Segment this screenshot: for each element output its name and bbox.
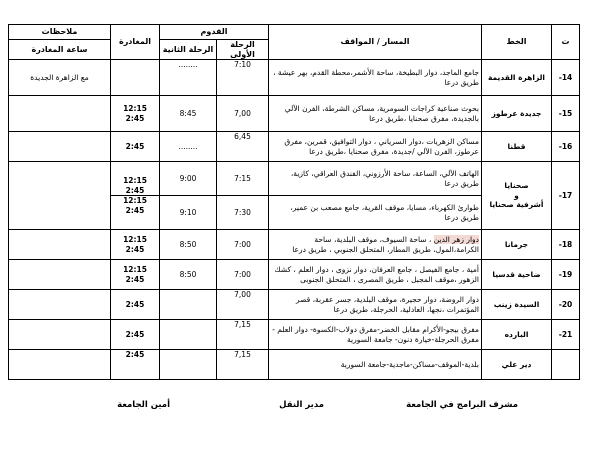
departure-time-d: 2:45 (125, 205, 145, 215)
route-cell: جامع الماجد، دوار البطيخة، ساحة الأشمر،محطة القدم، بهر عيشة ، طريق درعا (269, 60, 482, 96)
route-cell: بلدية-الموقف-مساكن-ماجدية-جامعة السورية (269, 350, 482, 380)
row-num: 17- (552, 162, 580, 230)
trip1-time: 7:00 (217, 260, 269, 290)
row-num: 15- (552, 96, 580, 132)
note-cell (9, 320, 111, 350)
departure-time (111, 96, 160, 132)
route-cell: دوار الروضة، دوار حجيرة، موقف البلدية، جسر عقربة، قصر المؤتمرات ،نجها، العادلية، الحرجلة، طريق درعا (269, 290, 482, 320)
trip2-time (160, 320, 217, 350)
departure-time-c: 12:15 (123, 196, 147, 205)
departure-time-a: 12:15 (123, 104, 147, 113)
departure-time: 2:45 (111, 350, 160, 380)
signature-footer (0, 400, 590, 420)
transport-director-label: مدير النقل (279, 400, 324, 410)
route-cell: مفرق بيجو-الأكرام مقابل الخضر-مفرق دولاب-الكسوة- دوار العلم - مفرق الحرجلة-خيارة دنون- جامعة السورية (269, 320, 482, 350)
note-cell: مع الزاهرة الجديدة (9, 60, 111, 96)
trip2-time: 8:50 (160, 230, 217, 260)
header-departure-time: ساعة المغادرة (9, 40, 111, 60)
route-cell: أمية ، جامع الفيصل ، جامع العرفان، دوار نزوى ، دوار العلم ، كشك الزهور ،موقف المجبل ، طريق المصرى ، المتحلق الجنوبى (269, 260, 482, 290)
route-cell: بحوث صناعية كراجات السومرية، مساكن الشرطة، الفرن الآلي بالجديدة، مفرق صحنايا ،طريق درعا (269, 96, 482, 132)
bus-schedule-table (8, 24, 580, 380)
note-cell (9, 260, 111, 290)
note-cell (9, 230, 111, 260)
trip2-time (160, 290, 217, 320)
departure-time: 2:45 (111, 320, 160, 350)
header-line: الخط (482, 25, 552, 60)
table-row (9, 230, 580, 260)
trip1-time: 6,45 (217, 132, 269, 162)
departure-time (111, 230, 160, 260)
departure-time (111, 60, 160, 96)
line-name: دير علي (482, 350, 552, 380)
header-arrival: القدوم (160, 25, 269, 40)
header-trip2: الرحلة الثانية (160, 40, 217, 60)
row-num (552, 350, 580, 380)
departure-time (111, 196, 160, 230)
line-name: قطنا (482, 132, 552, 162)
table-row (9, 60, 580, 96)
row-num: 16- (552, 132, 580, 162)
line-name: السيدة زينب (482, 290, 552, 320)
route-cell: طوارئ الكهرباء، مسايا، موقف القرية، جامع مصعب بن عمير، طريق درعا (269, 196, 482, 230)
trip1-time: 7,15 (217, 320, 269, 350)
row-num: 14- (552, 60, 580, 96)
departure-time: 2:45 (111, 132, 160, 162)
line-name-a: صحنايا (504, 181, 529, 191)
header-notes: ملاحظات (9, 25, 111, 40)
departure-time-a: 12:15 (123, 176, 147, 185)
row-num: 19- (552, 260, 580, 290)
route-cell (269, 230, 482, 260)
note-cell (9, 132, 111, 162)
line-name-c: أشرفية صحنايا (489, 200, 544, 210)
departure-time (111, 260, 160, 290)
trip2-time: ........ (160, 60, 217, 96)
route-cell: مساكن الزهريات ،دوار السرياني ، دوار التوافيق، قمرين، مفرق عرطوز، الفرن الآلي /جديدة، مفرق صحنايا ،طريق درعا (269, 132, 482, 162)
departure-time-b: 2:45 (125, 274, 145, 284)
table-row (9, 290, 580, 320)
note-cell (9, 290, 111, 320)
line-name (482, 162, 552, 230)
row-num: 21- (552, 320, 580, 350)
header-departure: المغادرة (111, 25, 160, 60)
departure-time-b: 2:45 (125, 244, 145, 254)
row-num: 18- (552, 230, 580, 260)
line-name: البارده (482, 320, 552, 350)
line-name: الزاهرة القديمة (482, 60, 552, 96)
table-row (9, 162, 580, 196)
line-name-b: و (514, 190, 519, 200)
university-secretary-label: أمين الجامعة (117, 400, 170, 410)
line-name: ضاحية قدسيا (482, 260, 552, 290)
trip1-time: 7:00 (217, 230, 269, 260)
route-text: ، ساحة السيوف، موقف البلدية، ساحة الكرامة،المول، طريق المطار، المتحلق الجنوبي ، طريق درعا (292, 235, 479, 254)
trip1-time: 7,00 (217, 96, 269, 132)
table-row (9, 350, 580, 380)
header-num: ت (552, 25, 580, 60)
departure-time-b: 2:45 (125, 113, 145, 123)
trip1-time: 7:30 (217, 196, 269, 230)
table-row (9, 320, 580, 350)
trip1-time: 7,15 (217, 350, 269, 380)
trip1-time: 7:15 (217, 162, 269, 196)
departure-time: 2:45 (111, 290, 160, 320)
table-row (9, 260, 580, 290)
line-name: جرمانا (482, 230, 552, 260)
trip2-time (160, 350, 217, 380)
route-highlight: دوار زهر الدين (433, 235, 479, 244)
departure-time-a: 12:15 (123, 265, 147, 274)
departure-time-b: 2:45 (125, 185, 145, 195)
table-row (9, 96, 580, 132)
trip2-time: 9:10 (160, 196, 217, 230)
trip2-time: 9:00 (160, 162, 217, 196)
note-cell (9, 162, 111, 230)
note-cell (9, 96, 111, 132)
departure-time (111, 162, 160, 196)
programs-supervisor-label: مشرف البرامج في الجامعة (406, 400, 518, 410)
route-cell: الهاتف الآلي، الساعة، ساحة الأرزوني، الفندق العراقي، كازية، طريق درعا (269, 162, 482, 196)
note-cell (9, 350, 111, 380)
trip2-time: 8:45 (160, 96, 217, 132)
table-row (9, 132, 580, 162)
row-num: 20- (552, 290, 580, 320)
header-row (9, 25, 580, 40)
line-name: جديدة عرطوز (482, 96, 552, 132)
departure-time-a: 12:15 (123, 235, 147, 244)
trip2-time: ........ (160, 132, 217, 162)
trip2-time: 8:50 (160, 260, 217, 290)
trip1-time: 7,00 (217, 290, 269, 320)
trip1-time: 7:10 (217, 60, 269, 96)
header-trip1: الرحلة الأولى (217, 40, 269, 60)
header-route: المسار / المواقف (269, 25, 482, 60)
